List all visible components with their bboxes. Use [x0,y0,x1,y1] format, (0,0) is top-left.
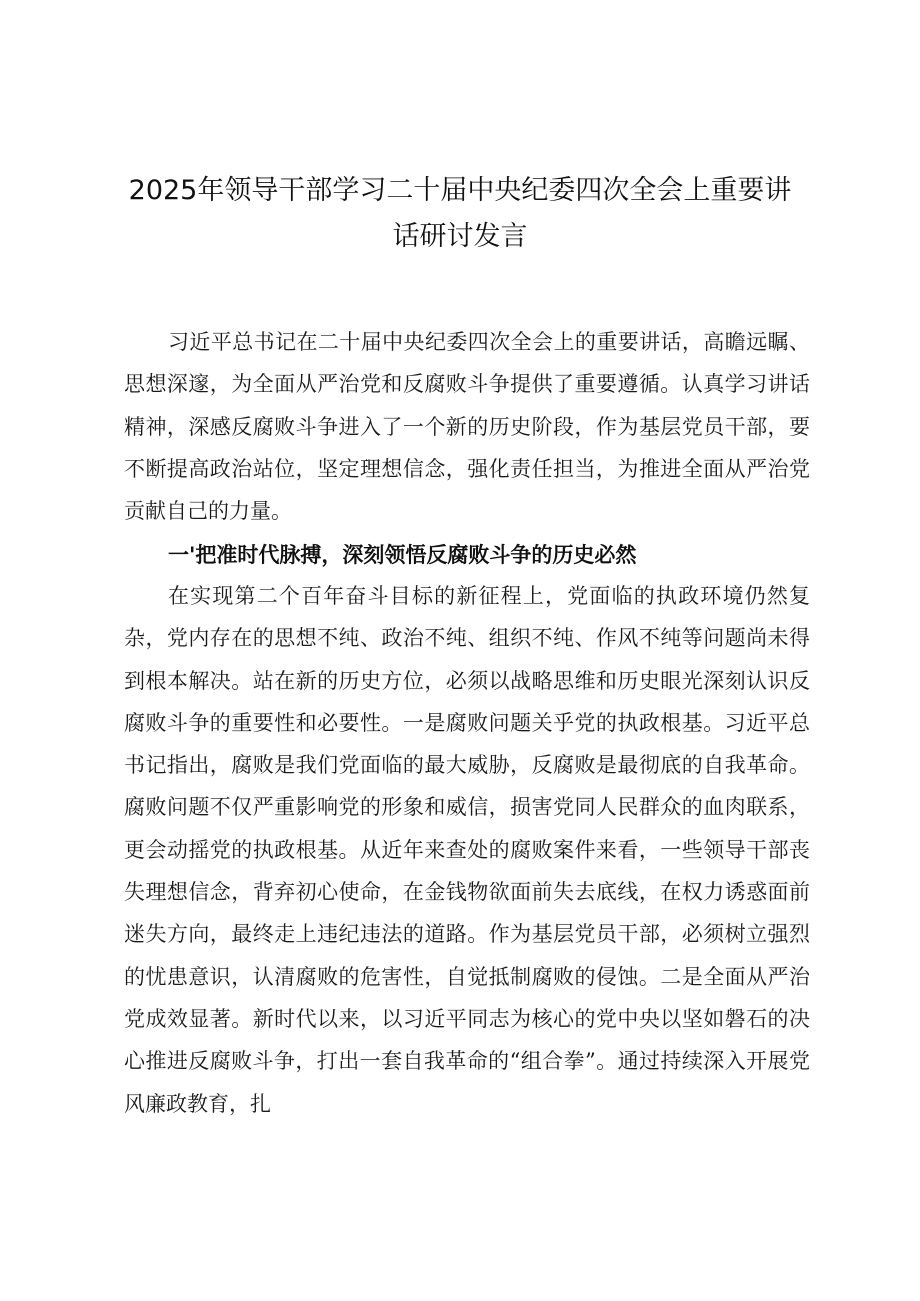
intro-paragraph: 习近平总书记在二十届中央纪委四次全会上的重要讲话，高瞻远瞩、思想深邃，为全面从严治党和反腐败斗争提供了重要遵循。认真学习讲话精神，深感反腐败斗争进入了一个新的历史阶段，作为基层党员干部，要不断提高政治站位，坚定理想信念，强化责任担当，为推进全面从严治党贡献自己的力量。 [124,330,810,524]
title-line-1: 2025年领导干部学习二十届中央纪委四次全会上重要讲 [128,175,792,206]
document-title [120,168,800,260]
section-heading-1: 一'把准时代脉搏，深刻领悟反腐败斗争的历史必然 [168,543,637,567]
section-1-paragraph: 在实现第二个百年奋斗目标的新征程上，党面临的执政环境仍然复杂，党内存在的思想不纯、政治不纯、组织不纯、作风不纯等问题尚未得到根本解决。站在新的历史方位，必须以战略思维和历史眼光深刻认识反腐败斗争的重要性和必要性。一是腐败问题关乎党的执政根基。习近平总书记指出，腐败是我们党面临的最大威胁，反腐败是最彻底的自我革命。腐败问题不仅严重影响党的形象和威信，损害党同人民群众的血肉联系，更会动摇党的执政根基。从近年来查处的腐败案件来看，一些领导干部丧失理想信念，背弃初心使命，在金钱物欲面前失去底线，在权力诱惑面前迷失方向，最终走上违纪违法的道路。作为基层党员干部，必须树立强烈的忧患意识，认清腐败的危害性，自觉抵制腐败的侵蚀。二是全面从严治党成效显著。新时代以来，以习近平同志为核心的党中央以坚如磐石的决心推进反腐败斗争，打出一套自我革命的“组合拳”。通过持续深入开展党风廉政教育，扎 [124,584,810,1116]
title-line-2: 话研讨发言 [392,221,528,252]
